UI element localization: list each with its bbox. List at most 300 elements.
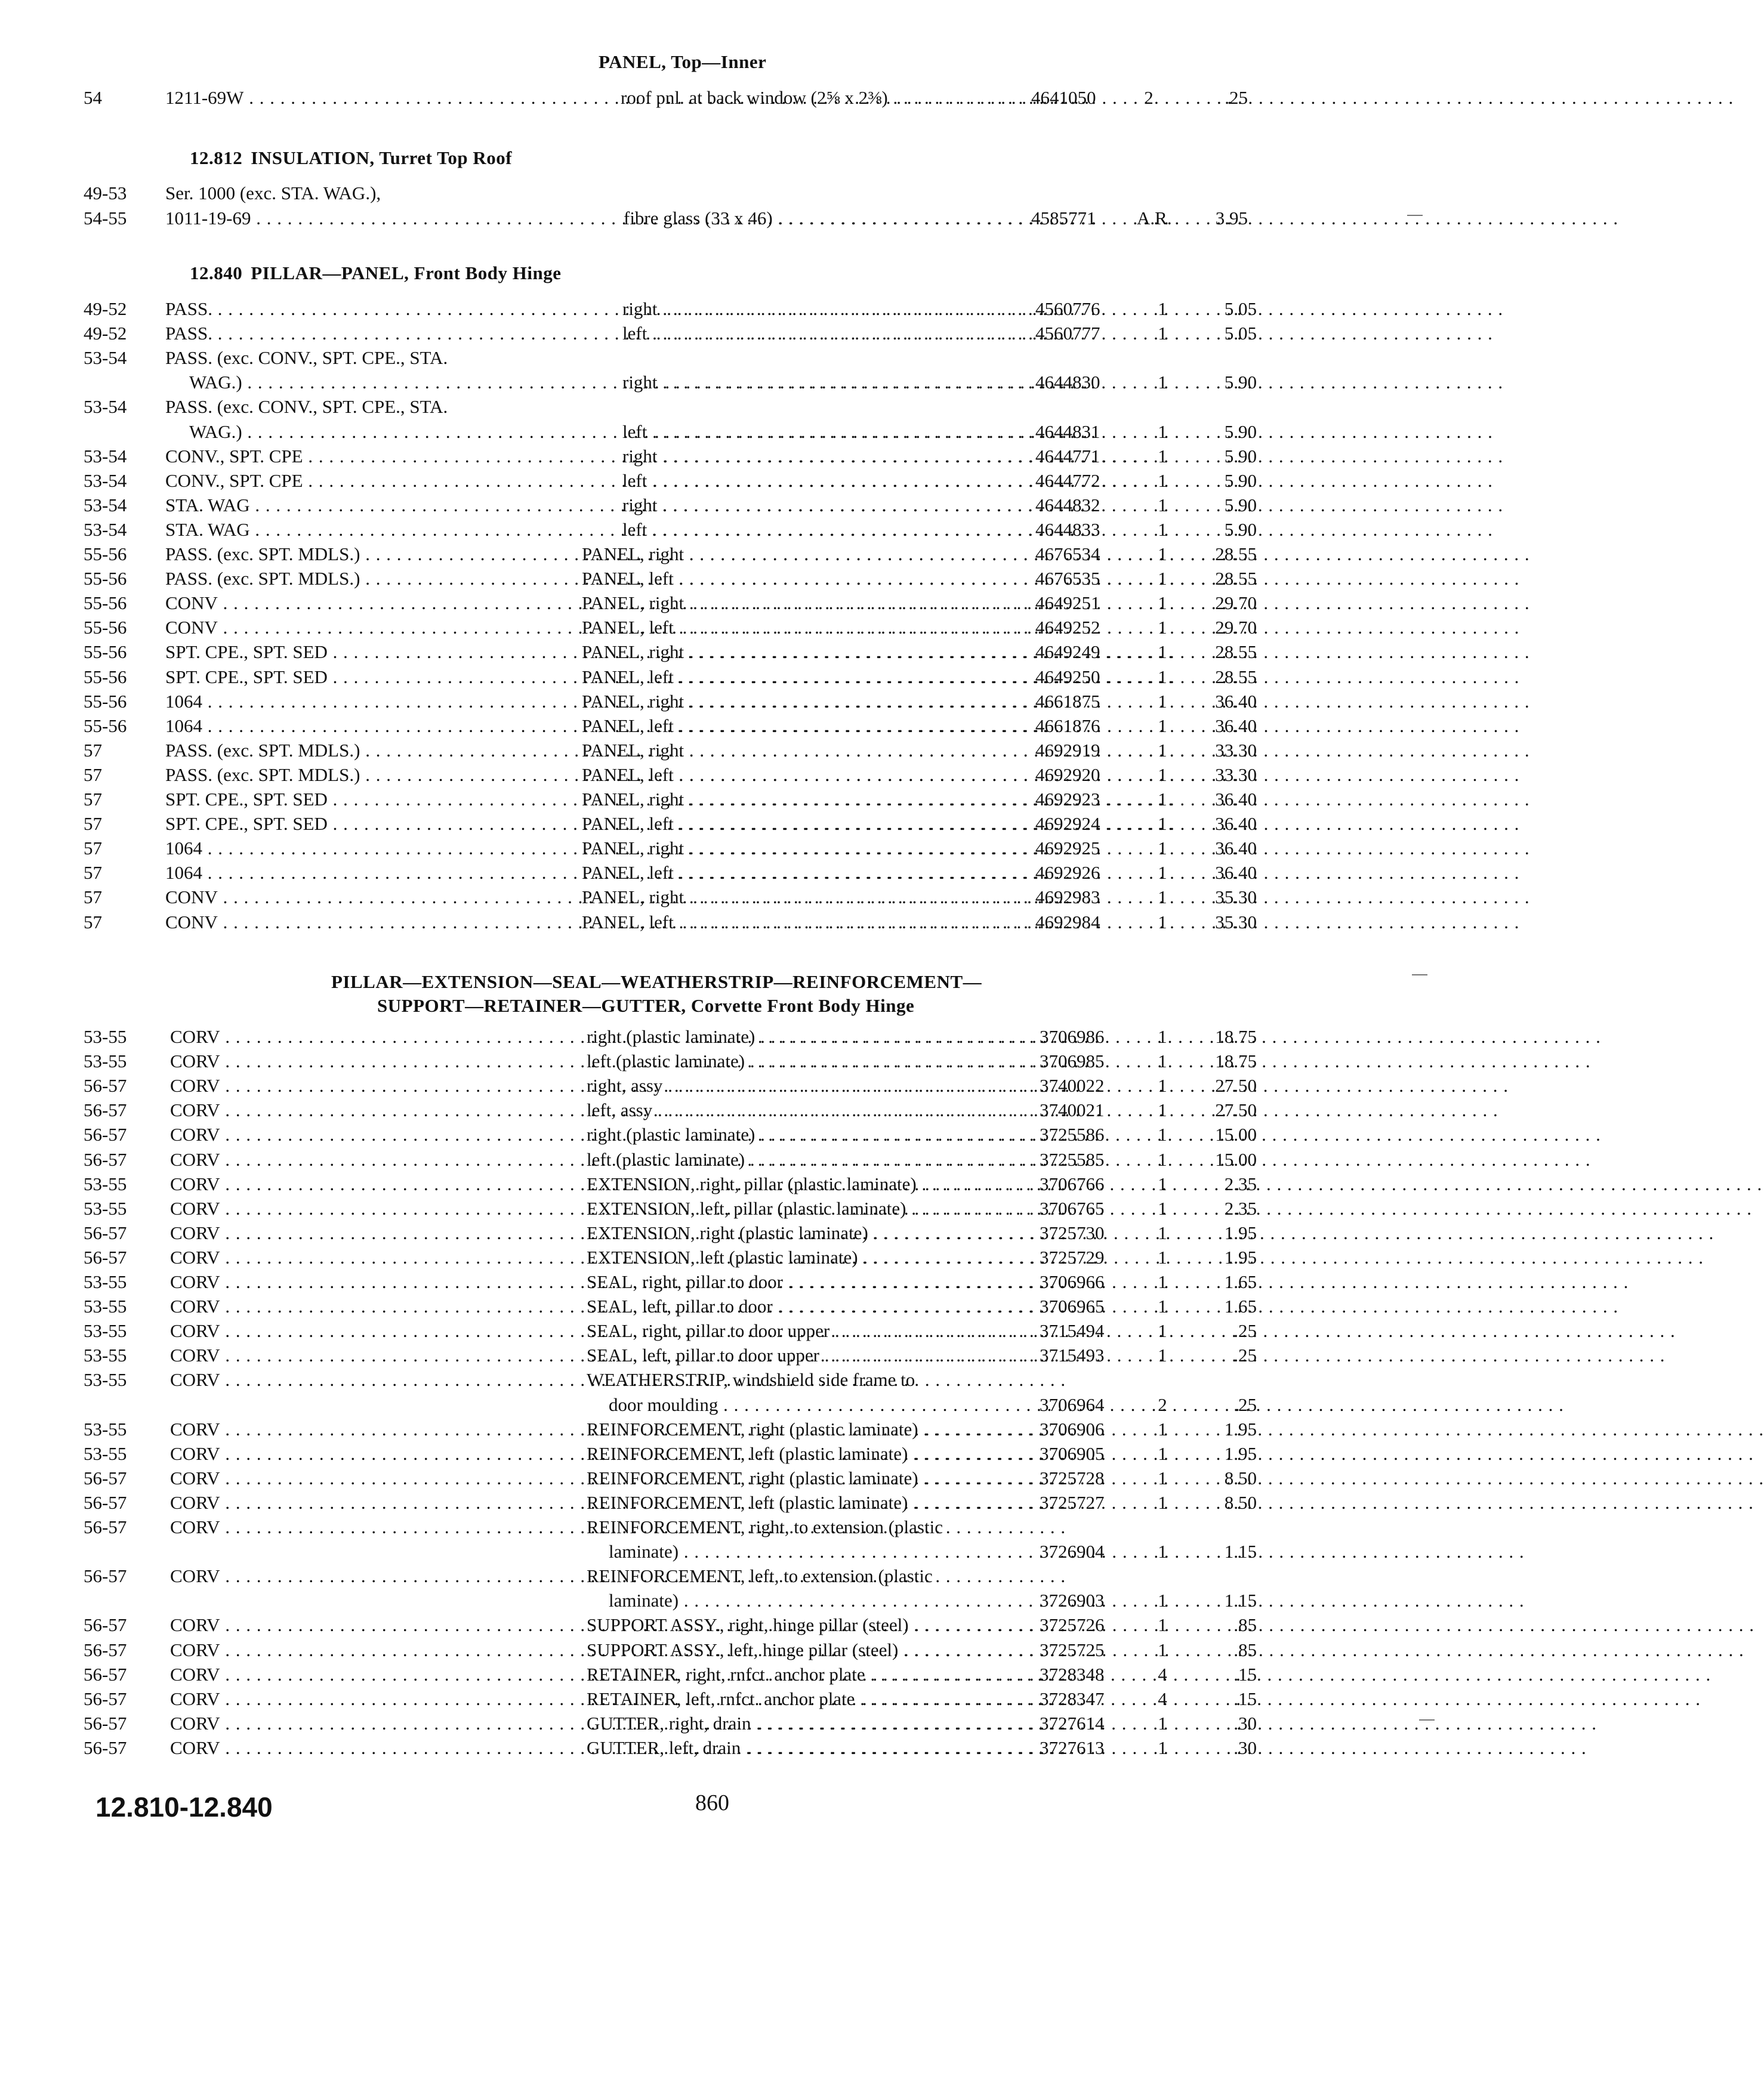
table-row xyxy=(0,1517,1509,1542)
row-part-number: 3706766 xyxy=(1040,1173,1105,1194)
table-row xyxy=(0,1443,1509,1468)
section-pillar-header xyxy=(190,262,561,284)
row-price: 2.35 xyxy=(1224,1197,1257,1219)
table-row xyxy=(0,87,1509,112)
row-quantity: 1 xyxy=(1158,470,1167,491)
row-price: 1.15 xyxy=(1224,1590,1257,1611)
table-row xyxy=(0,1688,1509,1713)
row-price: 28.55 xyxy=(1215,666,1257,687)
row-price: 35.30 xyxy=(1215,887,1257,908)
row-years: 57 xyxy=(84,838,102,859)
row-model: 1011-19-69 . . . xyxy=(165,208,547,229)
row-description: roof pnl. at back window (2⅝ x 2⅜) . . . xyxy=(621,87,1014,109)
row-description: PANEL, right . . . xyxy=(582,592,1014,614)
table-row xyxy=(0,421,1509,446)
table-row xyxy=(0,1100,1509,1125)
row-model: CORV . . . xyxy=(170,1664,558,1685)
row-years: 56-57 xyxy=(84,1467,127,1488)
row-quantity: 4 xyxy=(1158,1663,1167,1685)
row-description: PANEL, left . . . xyxy=(582,912,1014,933)
row-description: EXTENSION, right, pillar (plastic laminate) . . . xyxy=(587,1173,1017,1195)
table-row xyxy=(0,740,1509,765)
row-quantity: 1 xyxy=(1158,1541,1167,1562)
row-description: SEAL, right, pillar to door upper . . . xyxy=(587,1320,1017,1342)
row-quantity: 1 xyxy=(1158,1590,1167,1611)
table-row xyxy=(0,1271,1509,1296)
row-quantity: 1 xyxy=(1158,1639,1167,1660)
row-price: .30 xyxy=(1233,1737,1257,1758)
row-part-number: 4676534 xyxy=(1035,543,1100,564)
row-model: 1064 . . . xyxy=(165,715,553,737)
row-model: SPT. CPE., SPT. SED . . . xyxy=(165,813,553,835)
row-part-number: 3706964 xyxy=(1040,1394,1105,1415)
row-years: 54-55 xyxy=(84,208,127,228)
row-model: CONV., SPT. CPE . . . xyxy=(165,470,553,492)
row-part-number: 4692919 xyxy=(1035,739,1100,761)
table-row xyxy=(0,1565,1509,1591)
table-row xyxy=(0,495,1509,520)
row-description: fibre glass (33 x 46) . . . xyxy=(624,208,1014,229)
row-model: CORV . . . xyxy=(170,1737,558,1759)
row-years: 56-57 xyxy=(84,1639,127,1660)
row-model: SPT. CPE., SPT. SED . . . xyxy=(165,789,553,810)
row-model: 1064 . . . xyxy=(165,862,553,884)
row-years: 53-55 xyxy=(84,1197,127,1219)
row-years: 49-52 xyxy=(84,323,127,344)
row-years: 55-56 xyxy=(84,543,127,564)
row-quantity: 1 xyxy=(1158,1296,1167,1317)
row-model: CORV . . . xyxy=(170,1345,558,1366)
row-model: CONV . . . xyxy=(165,592,553,614)
row-model: CORV . . . xyxy=(170,1124,558,1145)
row-years: 53-54 xyxy=(84,470,127,491)
table-row xyxy=(0,789,1509,814)
row-part-number: 3715494 xyxy=(1040,1320,1105,1342)
table-row xyxy=(0,617,1509,642)
row-part-number: 4644830 xyxy=(1035,372,1100,393)
row-description: PANEL, left . . . xyxy=(582,715,1014,737)
table-row xyxy=(0,183,1509,208)
row-model: PASS. (exc. SPT. MDLS.) . . . xyxy=(165,543,553,565)
section-title: PILLAR—PANEL, Front Body Hinge xyxy=(251,262,562,283)
row-years: 56-57 xyxy=(84,1246,127,1268)
row-years: 53-54 xyxy=(84,445,127,467)
row-model: CONV., SPT. CPE . . . xyxy=(165,446,553,467)
row-description: right (plastic laminate) . . . xyxy=(587,1026,1017,1048)
row-model: STA. WAG . . . xyxy=(165,519,553,541)
row-years: 49-53 xyxy=(84,183,127,203)
row-part-number: 4644771 xyxy=(1035,445,1100,467)
row-part-number: 3725730 xyxy=(1040,1222,1105,1243)
row-quantity: 1 xyxy=(1158,1148,1167,1170)
row-price: 1.65 xyxy=(1224,1296,1257,1317)
row-part-number: 4644772 xyxy=(1035,470,1100,491)
row-description: PANEL, right . . . xyxy=(582,543,1014,565)
row-description: PANEL, right . . . xyxy=(582,887,1014,908)
row-model: 1064 . . . xyxy=(165,838,553,859)
row-quantity: 1 xyxy=(1158,911,1167,932)
row-years: 57 xyxy=(84,813,102,835)
row-model: CORV . . . xyxy=(170,1247,558,1268)
section-corvette-header-line2: SUPPORT—RETAINER—GUTTER, Corvette Front Body Hinge xyxy=(377,995,915,1016)
row-years: 53-55 xyxy=(84,1418,127,1440)
table-row xyxy=(0,208,1509,233)
row-price: 1.95 xyxy=(1224,1222,1257,1243)
row-part-number: 4661875 xyxy=(1035,690,1100,712)
row-description: right . . . xyxy=(622,495,1014,516)
row-price: .25 xyxy=(1225,87,1248,108)
row-quantity: 1 xyxy=(1158,764,1167,785)
row-description: EXTENSION, left, pillar (plastic laminate) . . . xyxy=(587,1198,1017,1219)
row-description: PANEL, left . . . xyxy=(582,617,1014,638)
footer-page-number: 860 xyxy=(695,1790,729,1815)
row-part-number: 3706985 xyxy=(1040,1051,1105,1072)
row-description: PANEL, left . . . xyxy=(582,862,1014,884)
row-years: 53-55 xyxy=(84,1026,127,1047)
row-years: 53-55 xyxy=(84,1296,127,1317)
row-price: 36.40 xyxy=(1215,813,1257,835)
row-years: 53-54 xyxy=(84,494,127,515)
row-model: CORV . . . xyxy=(170,1198,558,1219)
row-description: SEAL, right, pillar to door . . . xyxy=(587,1271,1017,1293)
section-number: 12.812 xyxy=(190,147,243,168)
row-price: 33.30 xyxy=(1215,739,1257,761)
row-part-number: 3706986 xyxy=(1040,1026,1105,1047)
row-model: CORV . . . xyxy=(170,1468,558,1489)
row-years: 53-55 xyxy=(84,1320,127,1342)
row-description: right . . . xyxy=(622,446,1014,467)
row-description: REINFORCEMENT, right (plastic laminate) . . . xyxy=(587,1419,1017,1440)
row-price: 1.95 xyxy=(1224,1246,1257,1268)
row-description: PANEL, left . . . xyxy=(582,813,1014,835)
row-description: RETAINER, right, rnfct. anchor plate . . . xyxy=(587,1664,1017,1685)
row-description: REINFORCEMENT, left (plastic laminate) . . . xyxy=(587,1492,1017,1514)
row-description: GUTTER, right, drain . . . xyxy=(587,1713,1017,1734)
row-part-number: 3706905 xyxy=(1040,1443,1105,1464)
row-quantity: 2 xyxy=(1158,1394,1167,1415)
row-part-number: 3726904 xyxy=(1040,1541,1105,1562)
row-years: 54 xyxy=(84,87,102,108)
row-model: CORV . . . xyxy=(170,1271,558,1293)
row-model: CORV . . . xyxy=(170,1639,558,1661)
row-description: SUPPORT ASSY., left, hinge pillar (steel) . . . xyxy=(587,1639,1017,1661)
row-description: REINFORCEMENT, left (plastic laminate) . . . xyxy=(587,1443,1017,1465)
row-years: 53-55 xyxy=(84,1369,127,1391)
row-quantity: 1 xyxy=(1158,1051,1167,1072)
row-price: 28.55 xyxy=(1215,543,1257,564)
row-part-number: 4644833 xyxy=(1035,518,1100,540)
row-years: 56-57 xyxy=(84,1491,127,1513)
row-quantity: 1 xyxy=(1158,1173,1167,1194)
row-years: 56-57 xyxy=(84,1517,127,1537)
row-part-number: 3725729 xyxy=(1040,1246,1105,1268)
header-panel-top-inner: PANEL, Top—Inner xyxy=(599,51,767,72)
row-model: PASS. . . . xyxy=(165,323,553,344)
row-model: CORV . . . xyxy=(170,1517,558,1538)
table-row xyxy=(0,1173,1509,1199)
row-years: 56-57 xyxy=(84,1712,127,1734)
row-years: 57 xyxy=(84,789,102,810)
row-price: .15 xyxy=(1233,1663,1257,1685)
row-model: CORV . . . xyxy=(170,1492,558,1514)
row-years: 56-57 xyxy=(84,1663,127,1685)
row-price: .25 xyxy=(1233,1320,1257,1342)
row-model: PASS. (exc. SPT. MDLS.) . . . xyxy=(165,740,553,761)
row-price: 5.90 xyxy=(1224,518,1257,540)
table-row xyxy=(0,543,1509,569)
row-quantity: 1 xyxy=(1158,1418,1167,1440)
row-model: CONV . . . xyxy=(165,912,553,933)
row-description: PANEL, left . . . xyxy=(582,568,1014,589)
row-price: 33.30 xyxy=(1215,764,1257,785)
row-model: WAG.) . . . xyxy=(189,372,577,393)
table-row xyxy=(0,912,1509,937)
table-row xyxy=(0,1369,1509,1394)
row-price: 5.90 xyxy=(1224,372,1257,393)
row-description: door moulding . . . xyxy=(609,1394,1014,1416)
table-row xyxy=(0,298,1509,323)
row-years: 56-57 xyxy=(84,1100,127,1121)
row-description: PANEL, right . . . xyxy=(582,641,1014,663)
table-row xyxy=(0,764,1509,789)
section-insulation-header xyxy=(190,147,512,169)
row-part-number: 4644832 xyxy=(1035,494,1100,515)
row-price: 36.40 xyxy=(1215,862,1257,884)
row-model: CORV . . . xyxy=(170,1614,558,1636)
row-price: 5.90 xyxy=(1224,421,1257,442)
row-price: 29.70 xyxy=(1215,592,1257,614)
table-row xyxy=(0,1394,1509,1419)
table-row xyxy=(0,1492,1509,1517)
row-part-number: 4692920 xyxy=(1035,764,1100,785)
margin-mark xyxy=(1412,974,1427,975)
row-price: 28.55 xyxy=(1215,568,1257,589)
row-quantity: 1 xyxy=(1158,445,1167,467)
row-description: REINFORCEMENT, right, to extension (plastic xyxy=(587,1517,943,1537)
row-description: left . . . xyxy=(622,519,1014,541)
table-row xyxy=(0,1124,1509,1149)
row-years: 53-54 xyxy=(84,518,127,540)
row-model: WAG.) . . . xyxy=(189,421,577,443)
row-quantity: 1 xyxy=(1158,543,1167,564)
row-description: PANEL, right . . . xyxy=(582,838,1014,859)
row-quantity: 1 xyxy=(1158,1197,1167,1219)
row-part-number: 4692926 xyxy=(1035,862,1100,884)
row-description: PANEL, left . . . xyxy=(582,666,1014,688)
row-quantity: 1 xyxy=(1158,298,1167,319)
row-quantity: 2 xyxy=(1144,87,1154,108)
row-part-number: 3740022 xyxy=(1040,1075,1105,1097)
row-model: CORV . . . xyxy=(170,1443,558,1465)
section-number: 12.840 xyxy=(190,262,243,283)
row-description: laminate) . . . xyxy=(609,1541,1014,1562)
row-price: 29.70 xyxy=(1215,617,1257,638)
row-description: RETAINER, left, rnfct. anchor plate . . . xyxy=(587,1688,1017,1710)
row-model: STA. WAG . . . xyxy=(165,495,553,516)
row-part-number: 4661876 xyxy=(1035,715,1100,736)
row-quantity: 1 xyxy=(1158,323,1167,344)
row-price: 5.90 xyxy=(1224,445,1257,467)
row-description: right . . . xyxy=(622,372,1014,393)
row-model: CORV . . . xyxy=(170,1051,558,1072)
row-quantity: 1 xyxy=(1158,1222,1167,1243)
row-quantity: 1 xyxy=(1158,1467,1167,1488)
table-row xyxy=(0,813,1509,838)
row-years: 55-56 xyxy=(84,666,127,687)
row-model: CORV . . . xyxy=(170,1713,558,1734)
table-row xyxy=(0,1614,1509,1639)
row-price: 1.95 xyxy=(1224,1443,1257,1464)
row-part-number: 3725726 xyxy=(1040,1614,1105,1636)
row-part-number: 4649249 xyxy=(1035,641,1100,663)
row-years: 57 xyxy=(84,862,102,884)
row-price: 36.40 xyxy=(1215,838,1257,859)
row-description: REINFORCEMENT, right (plastic laminate) . . . xyxy=(587,1468,1017,1489)
row-model: CORV . . . xyxy=(170,1149,558,1171)
table-row xyxy=(0,1590,1509,1615)
row-price: .85 xyxy=(1233,1614,1257,1636)
row-model: CORV . . . xyxy=(170,1296,558,1317)
row-part-number: 3706765 xyxy=(1040,1197,1105,1219)
row-quantity: 1 xyxy=(1158,1075,1167,1097)
row-quantity: 1 xyxy=(1158,1100,1167,1121)
row-part-number: 3725727 xyxy=(1040,1491,1105,1513)
table-row xyxy=(0,887,1509,912)
row-part-number: 3725585 xyxy=(1040,1148,1105,1170)
table-row xyxy=(0,1247,1509,1272)
row-price: 15.00 xyxy=(1215,1124,1257,1145)
row-price: .30 xyxy=(1233,1712,1257,1734)
row-model: CONV . . . xyxy=(165,617,553,638)
row-part-number: 3727614 xyxy=(1040,1712,1105,1734)
row-quantity: 1 xyxy=(1158,592,1167,614)
row-model: CORV . . . xyxy=(170,1565,558,1587)
row-price: 5.05 xyxy=(1224,298,1257,319)
row-quantity: 1 xyxy=(1158,739,1167,761)
row-years: 57 xyxy=(84,739,102,761)
row-years: 57 xyxy=(84,911,102,932)
row-quantity: 1 xyxy=(1158,421,1167,442)
row-price: 3.95 xyxy=(1215,208,1248,228)
row-description: left (plastic laminate) . . . xyxy=(587,1149,1017,1171)
row-model: PASS. (exc. SPT. MDLS.) . . . xyxy=(165,764,553,786)
row-model: 1211-69W . . . xyxy=(165,87,559,109)
row-quantity: 4 xyxy=(1158,1688,1167,1709)
row-part-number: 3728348 xyxy=(1040,1663,1105,1685)
row-price: 28.55 xyxy=(1215,641,1257,663)
table-row xyxy=(0,347,1509,372)
row-description: SUPPORT ASSY., right, hinge pillar (steel) . . . xyxy=(587,1614,1017,1636)
row-part-number: 3726903 xyxy=(1040,1590,1105,1611)
row-quantity: 1 xyxy=(1158,494,1167,515)
row-description: left . . . xyxy=(622,323,1014,344)
row-part-number: 4692983 xyxy=(1035,887,1100,908)
row-years: 56-57 xyxy=(84,1688,127,1709)
row-part-number: 4649250 xyxy=(1035,666,1100,687)
row-years: 56-57 xyxy=(84,1124,127,1145)
row-quantity: 1 xyxy=(1158,1271,1167,1292)
row-model: CORV . . . xyxy=(170,1320,558,1342)
row-price: 5.90 xyxy=(1224,470,1257,491)
row-description: REINFORCEMENT, left, to extension (plastic xyxy=(587,1565,933,1587)
row-years: 56-57 xyxy=(84,1614,127,1636)
row-part-number: 4585771 xyxy=(1031,208,1096,228)
row-part-number: 4560776 xyxy=(1035,298,1100,319)
row-description: WEATHERSTRIP, windshield side frame to xyxy=(587,1369,915,1391)
table-row xyxy=(0,862,1509,887)
row-years: 56-57 xyxy=(84,1737,127,1758)
row-part-number: 3725725 xyxy=(1040,1639,1105,1660)
row-part-number: 3725586 xyxy=(1040,1124,1105,1145)
row-years: 56-57 xyxy=(84,1222,127,1243)
row-years: 53-55 xyxy=(84,1443,127,1464)
row-part-number: 4692924 xyxy=(1035,813,1100,835)
row-part-number: 4644831 xyxy=(1035,421,1100,442)
table-row xyxy=(0,1713,1509,1738)
table-row xyxy=(0,519,1509,544)
row-part-number: 3706966 xyxy=(1040,1271,1105,1292)
footer-section-range: 12.810-12.840 xyxy=(95,1792,273,1823)
row-price: 18.75 xyxy=(1215,1051,1257,1072)
row-part-number: 4692923 xyxy=(1035,789,1100,810)
table-row xyxy=(0,1468,1509,1493)
row-quantity: 1 xyxy=(1158,690,1167,712)
table-row xyxy=(0,715,1509,740)
row-model: 1064 . . . xyxy=(165,691,553,712)
table-row xyxy=(0,446,1509,471)
row-years: 55-56 xyxy=(84,641,127,663)
table-row xyxy=(0,641,1509,666)
row-model: PASS. (exc. CONV., SPT. CPE., STA. xyxy=(165,396,448,418)
row-model: SPT. CPE., SPT. SED . . . xyxy=(165,641,553,663)
table-row xyxy=(0,1296,1509,1321)
row-price: 1.95 xyxy=(1224,1418,1257,1440)
row-price: 5.05 xyxy=(1224,323,1257,344)
table-row xyxy=(0,1541,1509,1566)
table-row xyxy=(0,323,1509,348)
margin-mark xyxy=(1419,1719,1435,1721)
row-quantity: 1 xyxy=(1158,887,1167,908)
row-years: 55-56 xyxy=(84,592,127,614)
row-years: 56-57 xyxy=(84,1148,127,1170)
table-row xyxy=(0,1320,1509,1345)
table-row xyxy=(0,1051,1509,1076)
row-model: PASS. (exc. SPT. MDLS.) . . . xyxy=(165,568,553,589)
row-model: CORV . . . xyxy=(170,1173,558,1195)
row-price: 1.15 xyxy=(1224,1541,1257,1562)
row-years: 49-52 xyxy=(84,298,127,319)
row-quantity: 1 xyxy=(1158,568,1167,589)
row-quantity: 1 xyxy=(1158,641,1167,663)
row-part-number: 4649251 xyxy=(1035,592,1100,614)
row-description: SEAL, left, pillar to door upper . . . xyxy=(587,1345,1017,1366)
section-corvette-header-line1: PILLAR—EXTENSION—SEAL—WEATHERSTRIP—REINFORCEMENT— xyxy=(331,971,982,992)
row-model: CORV . . . xyxy=(170,1419,558,1440)
row-price: 15.00 xyxy=(1215,1148,1257,1170)
row-model: CORV . . . xyxy=(170,1369,558,1391)
row-model: Ser. 1000 (exc. STA. WAG.), xyxy=(165,183,381,203)
row-quantity: 1 xyxy=(1158,1443,1167,1464)
row-model: CORV . . . xyxy=(170,1688,558,1710)
row-description: PANEL, left . . . xyxy=(582,764,1014,786)
row-price: 36.40 xyxy=(1215,715,1257,736)
row-quantity: 1 xyxy=(1158,666,1167,687)
row-quantity: A.R. xyxy=(1137,208,1172,228)
row-part-number: 3725728 xyxy=(1040,1467,1105,1488)
margin-mark xyxy=(1407,215,1423,216)
row-description: left . . . xyxy=(622,421,1014,443)
table-row xyxy=(0,396,1509,421)
